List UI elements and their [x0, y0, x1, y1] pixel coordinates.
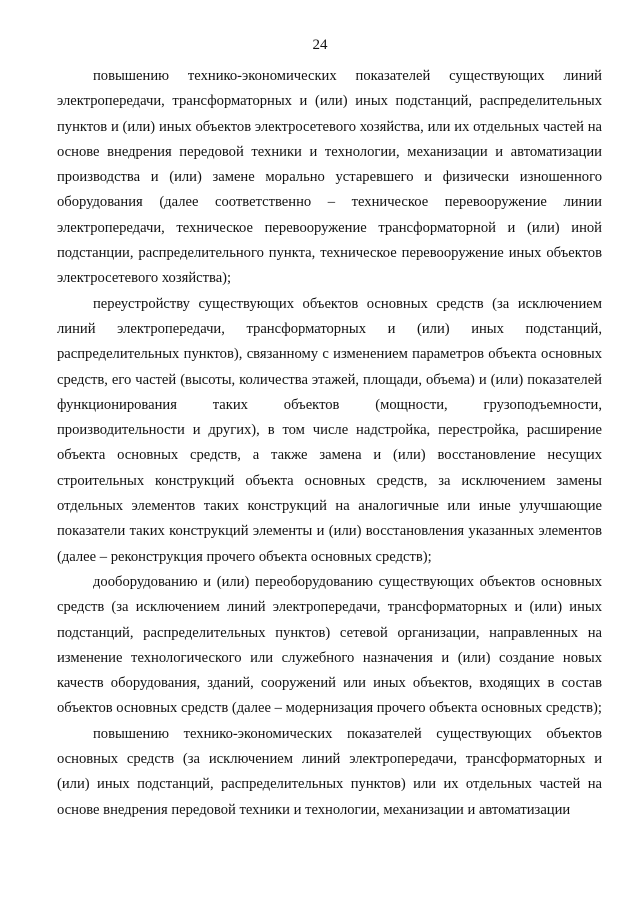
document-body: [57, 64, 602, 823]
paragraph-technical-reequipment-lines: повышению технико-экономических показателей существующих линий электропередачи, трансформаторных и (или) иных подстанций, распределительных пунктов и (или) иных объектов электросетевого хозяйства, или их отдельных частей на основе внедрения передовой техники и технологии, механизации и автоматизации производства и (или) замене морально устаревшего и физически изношенного оборудования (далее соответственно – техническое перевооружение линии электропередачи, техническое перевооружение трансформаторной и (или) иной подстанции, распределительного пункта, техническое перевооружение иных объектов электросетевого хозяйства);: [57, 68, 602, 287]
paragraph-technical-reequipment-other-assets: повышению технико-экономических показателей существующих объектов основных средств (за исключением линий электропередачи, трансформаторных и (или) иных подстанций, распределительных пунктов) или их отдельных частей на основе внедрения передовой техники и технологии, механизации и автоматизации: [57, 725, 602, 818]
page-number: 24: [312, 37, 328, 53]
paragraph-reconstruction-other-assets: переустройству существующих объектов основных средств (за исключением линий электропередачи, трансформаторных и (или) иных подстанций, распределительных пунктов), связанному с изменением параметров объекта основных средств, его частей (высоты, количества этажей, площади, объема) и (или) показателей функционирования таких объектов (мощности, грузоподъемности, производительности и других), в том числе надстройка, перестройка, расширение объекта основных средств, а также замена и (или) восстановление несущих строительных конструкций объекта основных средств, за исключением замены отдельных элементов таких конструкций на аналогичные или иные улучшающие показатели таких конструкций элементы и (или) восстановления указанных элементов (далее – реконструкция прочего объекта основных средств);: [57, 295, 602, 565]
paragraph-modernization-other-assets: дооборудованию и (или) переоборудованию существующих объектов основных средств (за исключением линий электропередачи, трансформаторных и (или) иных подстанций, распределительных пунктов) сетевой организации, направленных на изменение технологического или служебного назначения и (или) создание новых качеств оборудования, зданий, сооружений или иных объектов, входящих в состав объектов основных средств (далее – модернизация прочего объекта основных средств);: [57, 573, 602, 717]
